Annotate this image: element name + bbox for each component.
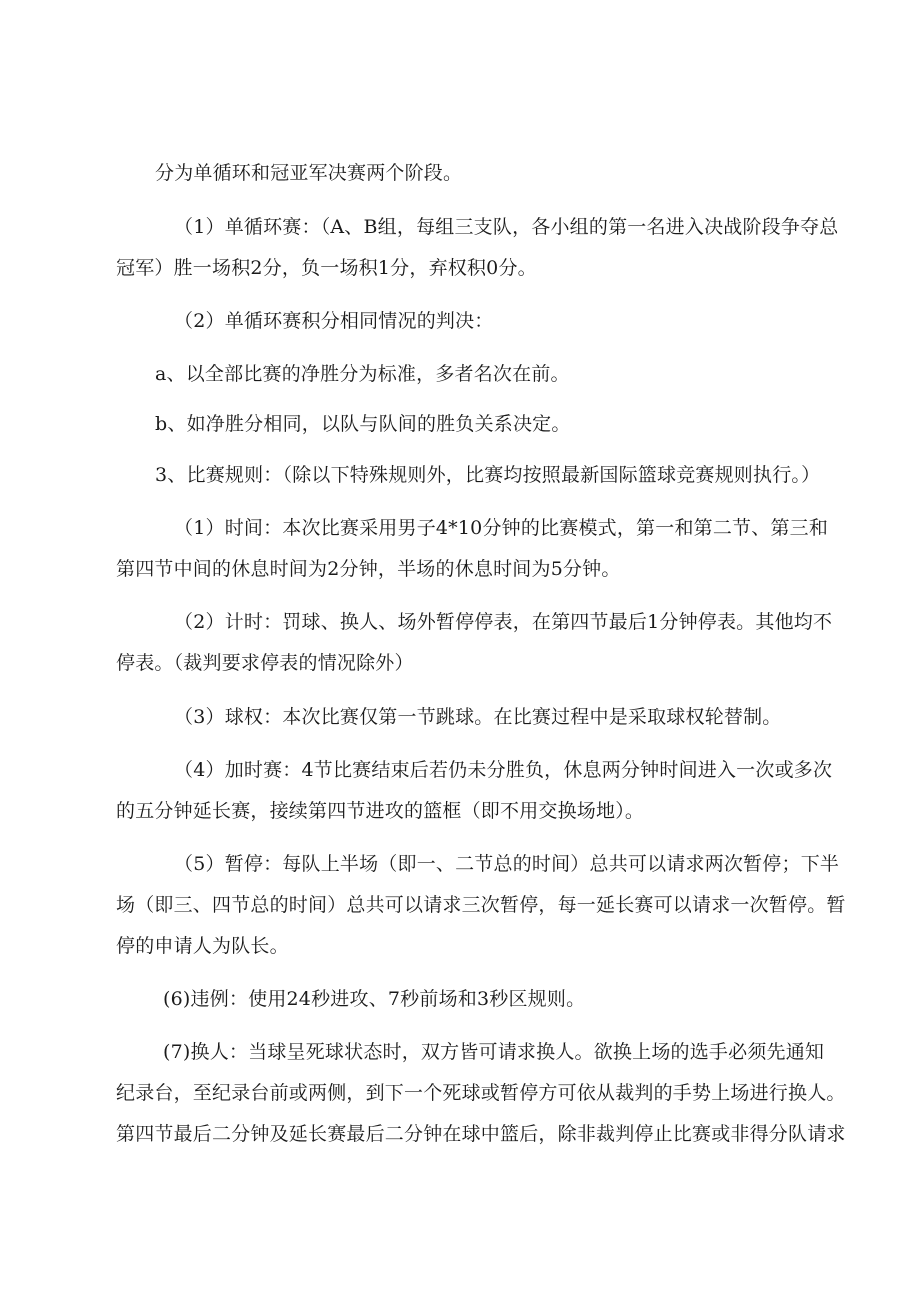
rule-timeout-line-3: 停的申请人为队长。 [116, 935, 289, 957]
rule-tiebreak-b: b、如净胜分相同，以队与队间的胜负关系决定。 [155, 413, 571, 435]
rule-tiebreak-a: a、以全部比赛的净胜分为标准，多者名次在前。 [155, 363, 570, 385]
rule-timing-line-2: 停表。（裁判要求停表的情况除外） [116, 652, 414, 674]
rule-time-line-1: （1）时间：本次比赛采用男子4*10分钟的比赛模式，第一和第二节、第三和 [174, 517, 829, 539]
rule-substitution-line-3: 第四节最后二分钟及延长赛最后二分钟在球中篮后，除非裁判停止比赛或非得分队请求 [116, 1123, 846, 1145]
rule-timing-line-1: （2）计时：罚球、换人、场外暂停停表，在第四节最后1分钟停表。其他均不 [174, 611, 833, 633]
rule-time-line-2: 第四节中间的休息时间为2分钟，半场的休息时间为5分钟。 [116, 558, 621, 580]
paragraph-intro-line: 分为单循环和冠亚军决赛两个阶段。 [155, 162, 463, 184]
rule-substitution-line-1: (7)换人：当球呈死球状态时，双方皆可请求换人。欲换上场的选手必须先通知 [163, 1041, 825, 1063]
rule-timeout-line-1: （5）暂停：每队上半场（即一、二节总的时间）总共可以请求两次暂停；下半 [174, 853, 840, 875]
rule-timeout-line-2: 场（即三、四节总的时间）总共可以请求三次暂停，每一延长赛可以请求一次暂停。暂 [116, 894, 846, 916]
rule-possession-line: （3）球权：本次比赛仅第一节跳球。在比赛过程中是采取球权轮替制。 [174, 706, 782, 728]
section-game-rules-heading: 3、比赛规则：（除以下特殊规则外，比赛均按照最新国际篮球竞赛规则执行。） [155, 464, 821, 486]
rule-overtime-line-1: （4）加时赛：4节比赛结束后若仍未分胜负，休息两分钟时间进入一次或多次 [174, 759, 833, 781]
rule-violation-line: (6)违例：使用24秒进攻、7秒前场和3秒区规则。 [163, 988, 586, 1010]
rule-substitution-line-2: 纪录台，至纪录台前或两侧，到下一个死球或暂停方可依从裁判的手势上场进行换人。 [116, 1082, 846, 1104]
rule-tiebreak-heading: （2）单循环赛积分相同情况的判决： [174, 310, 494, 332]
rule-round-robin-line-2: 冠军）胜一场积2分，负一场积1分，弃权积0分。 [116, 257, 537, 279]
rule-overtime-line-2: 的五分钟延长赛，接续第四节进攻的篮框（即不用交换场地）。 [116, 800, 645, 822]
rule-round-robin-line-1: （1）单循环赛：（A、B组，每组三支队，各小组的第一名进入决战阶段争夺总 [174, 216, 839, 238]
